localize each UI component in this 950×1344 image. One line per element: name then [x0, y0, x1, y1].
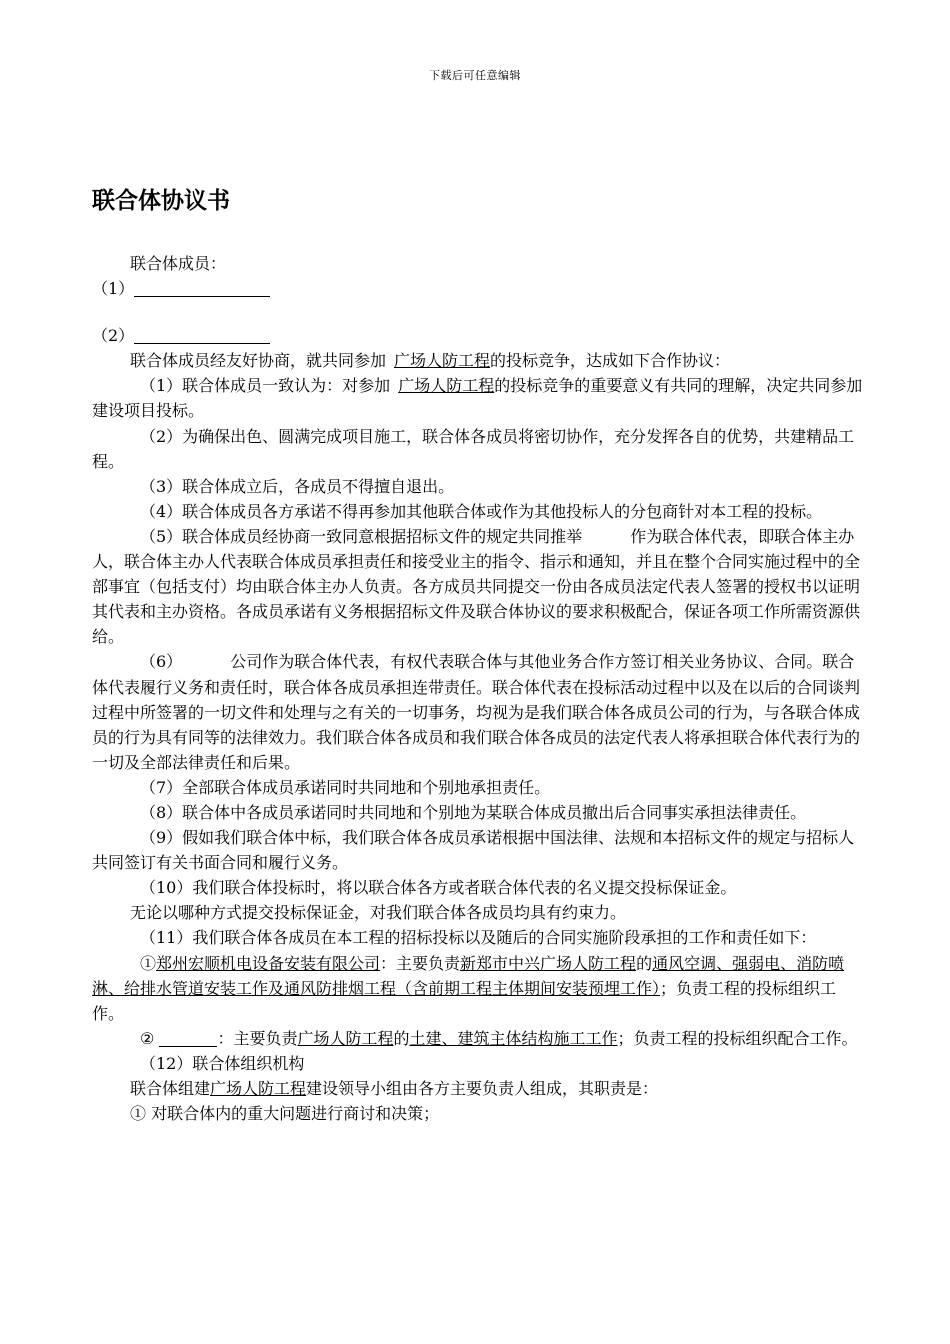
project-name: 广场人防工程: [210, 1079, 307, 1098]
clause-8: （8）联合体中各成员承诺同时共同地和个别地为某联合体成员撤出后合同事实承担法律责任。: [140, 802, 807, 822]
clause-3: （3）联合体成立后，各成员不得擅自退出。: [140, 476, 455, 496]
responsibility-2: ② ：主要负责广场人防工程的土建、建筑主体结构施工工作；负责工程的投标组织配合工作。: [140, 1028, 858, 1048]
clause-9: （9）假如我们联合体中标，我们联合体各成员承诺根据中国法律、法规和本招标文件的规定与招标人共同签订有关书面合同和履行义务。: [92, 828, 855, 873]
work-scope: 土建、建筑主体结构施工工作: [409, 1028, 618, 1048]
clause-5: （5）联合体成员经协商一致同意根据招标文件的规定共同推举 作为联合体代表，即联合体主办人，联合体主办人代表联合体成员承担责任和接受业主的指令、指示和通知，并且在整个合同实施过程中的全部事宜（包括支付）均由联合体主办人负责。各方成员共同提交一份由各成员法定代表人签署的授权书以证明其代表和主办资格。各成员承诺有义务根据招标文件及联合体协议的要求积极配合，保证各项工作所需资源供给。: [92, 526, 861, 647]
page-header: 下载后可任意编辑: [429, 69, 521, 82]
clause-7: （7）全部联合体成员承诺同时共同地和个别地承担责任。: [140, 777, 551, 797]
members-label: 联合体成员：: [130, 254, 227, 273]
duty-1: ① 对联合体内的重大问题进行商讨和决策；: [130, 1104, 440, 1124]
intro-paragraph: 联合体成员经友好协商，就共同参加 广场人防工程的投标竞争，达成如下合作协议：: [130, 351, 731, 371]
project-name: 广场人防工程: [398, 376, 495, 396]
clause-1: （1）联合体成员一致认为：对参加 广场人防工程的投标竞争的重要意义有共同的理解，决定共同参加建设项目投标。: [92, 376, 863, 421]
work-scope: 通风空调、强弱电、消防喷淋、给排水管道安装工作及通风防排烟工程（含前期工程主体期间安装预埋工作）: [92, 953, 845, 998]
clause-2: （2）为确保出色、圆满完成项目施工，联合体各成员将密切协作，充分发挥各自的优势，共建精品工程。: [92, 426, 855, 471]
member-2-line: [92, 323, 864, 348]
member-1-label: （1）: [92, 279, 135, 299]
member-2-name-blank: [159, 1030, 217, 1047]
member-1-blank: [134, 280, 270, 297]
project-name: 新郑市中兴广场人防工程: [460, 953, 637, 973]
project-name: 广场人防工程: [297, 1028, 394, 1048]
project-name: 广场人防工程: [394, 351, 491, 371]
clause-11: （11）我们联合体各成员在本工程的招标投标以及随后的合同实施阶段承担的工作和责任如下：: [140, 928, 817, 948]
document-title: 联合体协议书: [92, 188, 230, 214]
clause-6: （6） 公司作为联合体代表，有权代表联合体与其他业务合作方签订相关业务协议、合同。联合体代表履行义务和责任时，联合体各成员承担连带责任。联合体代表在投标活动过程中以及在以后的合同谈判过程中所签署的一切文件和处理与之有关的一切事务，均视为是我们联合体各成员公司的行为，与各联合体成员的行为具有同等的法律效力。我们联合体各成员和我们联合体各成员的法定代表人将承担联合体代表行为的一切及全部法律责任和后果。: [92, 652, 861, 772]
document-body: [92, 251, 864, 1126]
company-name: 郑州宏顺机电设备安装有限公司: [156, 953, 381, 973]
clause-10-note: 无论以哪种方式提交投标保证金，对我们联合体各成员均具有约束力。: [130, 903, 627, 923]
member-2-label: （2）: [92, 326, 135, 346]
clause-10: （10）我们联合体投标时，将以联合体各方或者联合体代表的名义提交投标保证金。: [140, 878, 737, 898]
member-2-blank: [134, 327, 270, 344]
organization-paragraph: 联合体组建广场人防工程建设领导小组由各方主要负责人组成，其职责是：: [130, 1079, 659, 1098]
clause-12: （12）联合体组织机构: [140, 1053, 305, 1073]
clause-4: （4）联合体成员各方承诺不得再参加其他联合体或作为其他投标人的分包商针对本工程的投标。: [140, 501, 823, 521]
member-1-line: [92, 276, 864, 301]
responsibility-1: ①郑州宏顺机电设备安装有限公司：主要负责新郑市中兴广场人防工程的通风空调、强弱电、消防喷淋、给排水管道安装工作及通风防排烟工程（含前期工程主体期间安装预埋工作）；负责工程的投标组织工作。: [92, 953, 845, 1023]
